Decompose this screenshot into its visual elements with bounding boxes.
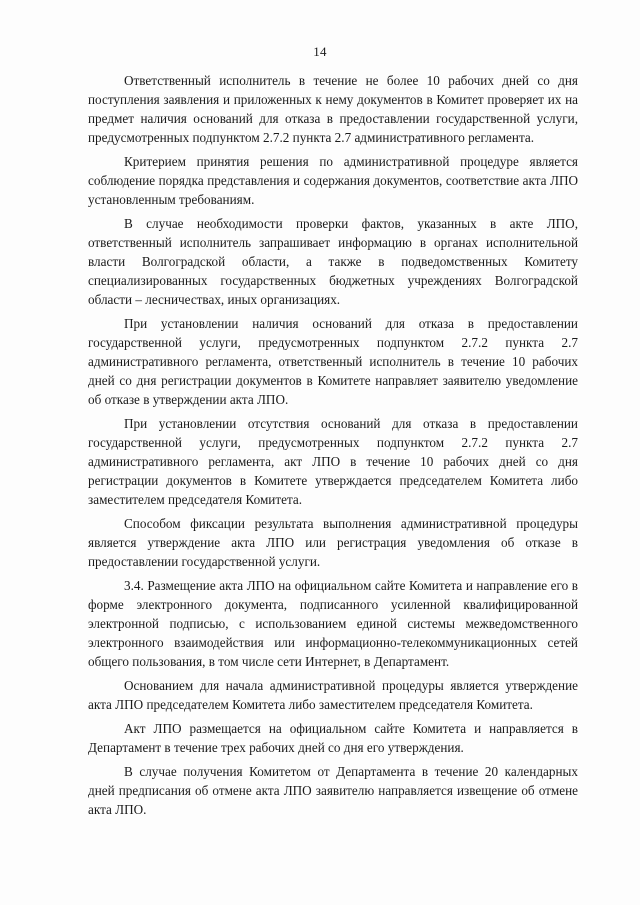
paragraph-result-fixation: Способом фиксации результата выполнения административной процедуры является утверждение акта ЛПО или регистрация уведомления об отказе в предоставлении государственной услуги. (88, 516, 578, 569)
paragraph-refusal-grounds: При установлении наличия оснований для отказа в предоставлении государственной услуги, предусмотренных подпунктом 2.7.2 пункта 2.7 административного регламента, ответственный исполнитель в течение 10 рабочих дней со дня регистрации документов в Комитете направляет заявителю уведомление об отказе в утверждении акта ЛПО. (88, 316, 578, 407)
paragraph-decision-criterion: Критерием принятия решения по административной процедуре является соблюдение порядка представления и содержания документов, соответствие акта ЛПО установленным требованиям. (88, 154, 578, 207)
paragraph-approval: При установлении отсутствия оснований для отказа в предоставлении государственной услуги, предусмотренных подпунктом 2.7.2 пункта 2.7 административного регламента, акт ЛПО в течение 10 рабочих дней со дня регистрации документов в Комитете утверждается председателем Комитета либо заместителем председателя Комитета. (88, 416, 578, 507)
paragraph-fact-check: В случае необходимости проверки фактов, указанных в акте ЛПО, ответственный исполнитель запрашивает информацию в органах исполнительной власти Волгоградской области, а также в подведомственных Комитету специализированных государственных бюджетных учреждениях Волгоградской области – лесничествах, иных организациях. (88, 216, 578, 307)
paragraph-publication: Акт ЛПО размещается на официальном сайте Комитета и направляется в Департамент в течение трех рабочих дней со дня его утверждения. (88, 721, 578, 755)
page-number: 14 (313, 44, 327, 59)
paragraph-section-3-4: 3.4. Размещение акта ЛПО на официальном сайте Комитета и направление его в форме электронного документа, подписанного усиленной квалифицированной электронной подписью, с использованием единой системы межведомственного электронного взаимодействия или информационно-телекоммуникационных сетей общего пользования, в том числе сети Интернет, в Департамент. (88, 578, 578, 669)
paragraph-procedure-basis: Основанием для начала административной процедуры является утверждение акта ЛПО председателем Комитета либо заместителем председателя Комитета. (88, 678, 578, 712)
document-body (88, 71, 578, 819)
paragraph-cancellation: В случае получения Комитетом от Департамента в течение 20 календарных дней предписания об отмене акта ЛПО заявителю направляется извещение об отмене акта ЛПО. (88, 764, 578, 817)
paragraph-review-deadline: Ответственный исполнитель в течение не более 10 рабочих дней со дня поступления заявления и приложенных к нему документов в Комитет проверяет их на предмет наличия оснований для отказа в предоставлении государственной услуги, предусмотренных подпунктом 2.7.2 пункта 2.7 административного регламента. (88, 73, 578, 145)
